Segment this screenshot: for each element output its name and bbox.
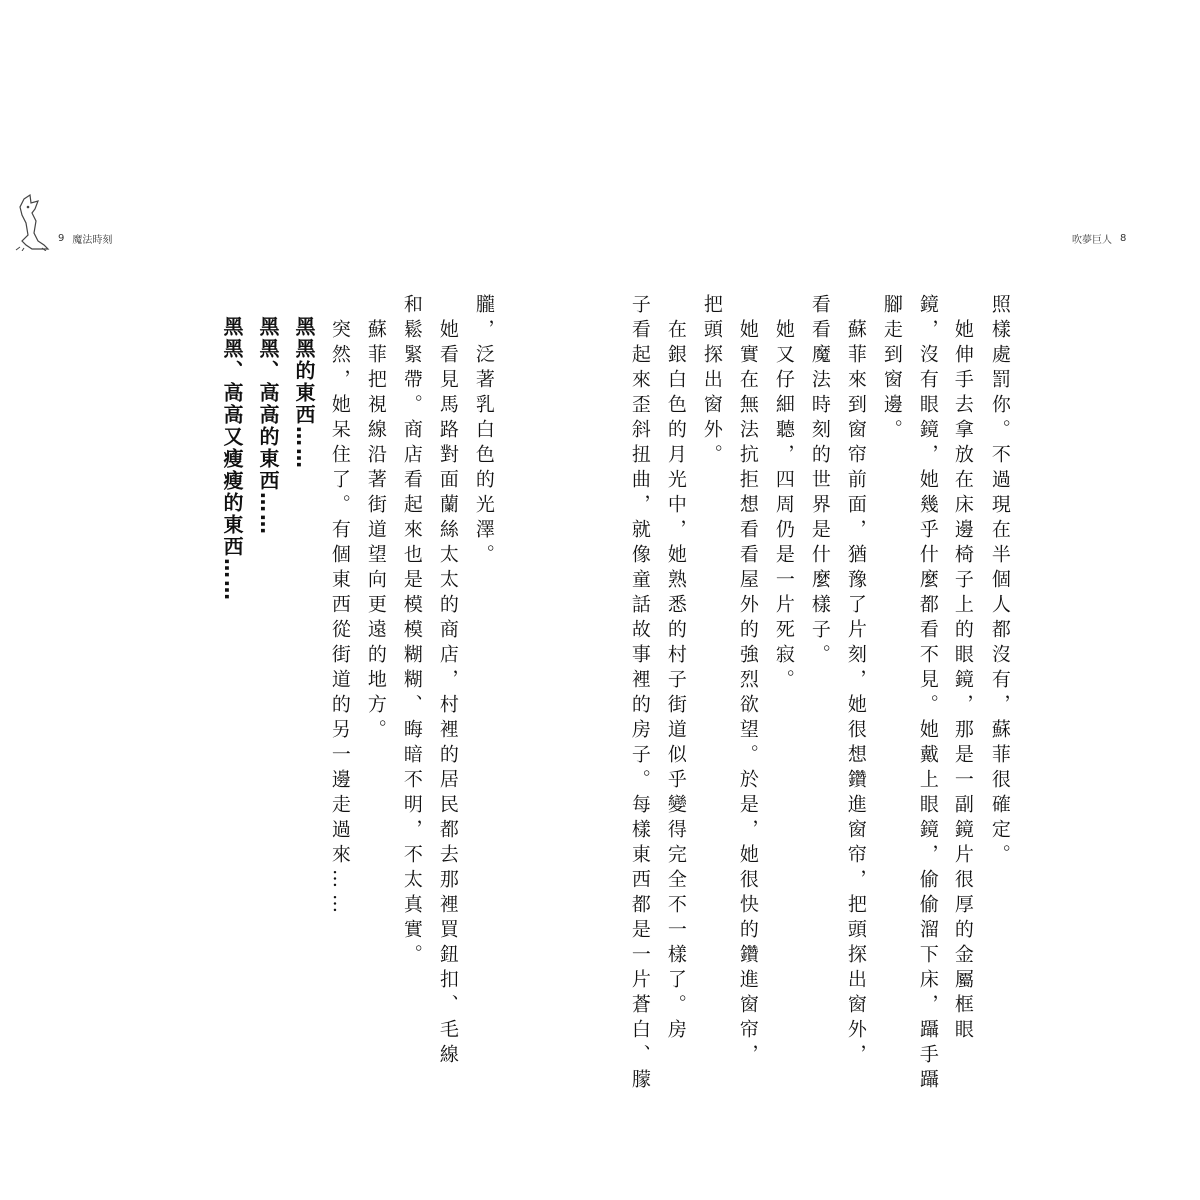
text-column: 子看起來歪斜扭曲，就像童話故事裡的房子。每樣東西都是一片蒼白、朦 [628,294,651,1094]
text-column: 看看魔法時刻的世界是什麼樣子。 [808,294,831,669]
right-header-title: 吹夢巨人 [1072,235,1112,246]
text-column: 她看見馬路對面蘭絲太太的商店，村裡的居民都去那裡買鈕扣、毛線 [436,294,459,1069]
text-column: 鏡，沒有眼鏡，她幾乎什麼都看不見。她戴上眼鏡，偷偷溜下床，躡手躡 [916,294,939,1094]
text-column: 和鬆緊帶。商店看起來也是模模糊糊、晦暗不明，不太真實。 [400,294,423,969]
text-column: 黑黑、高高又瘦瘦的東西…… [220,294,244,602]
text-column: 黑黑、高高的東西…… [256,294,280,536]
left-page-number: 9 [58,233,65,244]
text-column: 黑黑的東西…… [292,294,316,470]
text-column: 她又仔細聽，四周仍是一片死寂。 [772,294,795,694]
text-column: 蘇菲來到窗帘前面，猶豫了片刻，她很想鑽進窗帘，把頭探出窗外， [844,294,867,1069]
text-column: 朧，泛著乳白色的光澤。 [472,294,495,569]
text-column: 把頭探出窗外。 [700,294,723,469]
left-running-header [58,231,112,246]
left-header-title: 魔法時刻 [72,235,113,246]
right-running-header [1072,231,1126,246]
text-column: 突然，她呆住了。有個東西從街道的另一邊走過來…… [328,294,351,919]
text-column: 照樣處罰你。不過現在半個人都沒有，蘇菲很確定。 [988,294,1011,869]
text-column: 蘇菲把視線沿著街道望向更遠的地方。 [364,294,387,744]
mascot-illustration [14,193,52,251]
text-column: 腳走到窗邊。 [880,294,903,444]
text-column: 在銀白色的月光中，她熟悉的村子街道似乎變得完全不一樣了。房 [664,294,687,1044]
right-page-number: 8 [1120,233,1127,244]
text-column: 她實在無法抗拒想看看屋外的強烈欲望。於是，她很快的鑽進窗帘， [736,294,759,1069]
text-column: 她伸手去拿放在床邊椅子上的眼鏡，那是一副鏡片很厚的金屬框眼 [951,294,974,1044]
